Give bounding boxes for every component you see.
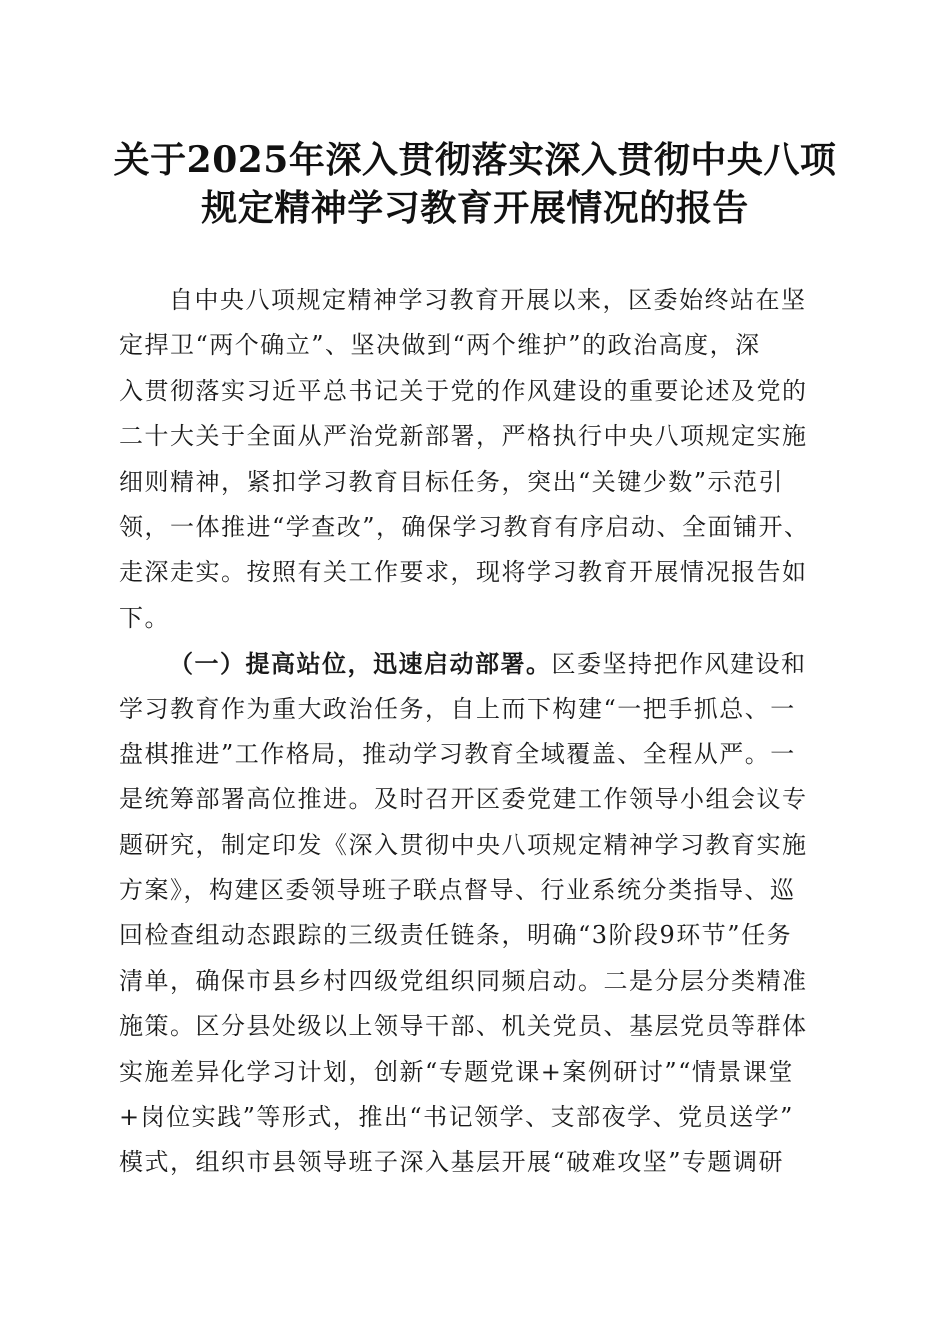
text-line: 是统筹部署高位推进。及时召开区委党建工作领导小组会议专 [119,785,808,814]
section-1-first-line [119,641,831,686]
text-line: 清单，确保市县乡村四级党组织同频启动。二是分层分类精准 [119,966,808,995]
section-1-first-line-text: 区委坚持把作风建设和 [551,650,807,679]
text-line: 定捍卫“两个确立”、坚决做到“两个维护”的政治高度，深 [119,331,761,360]
document-title [100,136,850,232]
document-body [119,278,831,1186]
text-line: +岗位实践”等形式，推出“书记领学、支部夜学、党员送学” [119,1103,794,1132]
text-line: 题研究，制定印发《深入贯彻中央八项规定精神学习教育实施 [119,830,808,859]
text-line: 走深走实。按照有关工作要求，现将学习教育开展情况报告如 [119,558,808,587]
text-line: 实施差异化学习计划，创新“专题党课+案例研讨”“情景课堂 [119,1057,794,1086]
title-line-1: 关于2025年深入贯彻落实深入贯彻中央八项 [113,139,837,181]
text-line: 方案》，构建区委领导班子联点督导、行业系统分类指导、巡 [119,876,796,905]
text-line: 学习教育作为重大政治任务，自上而下构建“一把手抓总、一 [119,694,796,723]
title-line-2: 规定精神学习教育开展情况的报告 [201,187,749,229]
section-1-paragraph [119,641,831,1186]
text-line: 回检查组动态跟踪的三级责任链条，明确“3阶段9环节”任务 [119,921,793,950]
text-line: 模式，组织市县领导班子深入基层开展“破难攻坚”专题调研 [119,1148,785,1177]
text-line: 二十大关于全面从严治党新部署，严格执行中央八项规定实施 [119,422,808,451]
text-line: 入贯彻落实习近平总书记关于党的作风建设的重要论述及党的 [119,376,808,405]
text-line: 自中央八项规定精神学习教育开展以来，区委始终站在坚 [169,286,807,314]
text-line: 细则精神，紧扣学习教育目标任务，突出“关键少数”示范引 [119,467,785,496]
text-line: 下。 [119,603,170,632]
text-line: 施策。区分县处级以上领导干部、机关党员、基层党员等群体 [119,1012,808,1041]
section-1-heading: （一）提高站位，迅速启动部署。 [169,649,552,679]
text-line: 领，一体推进“学查改”，确保学习教育有序启动、全面铺开、 [119,512,810,541]
paragraph-intro [119,278,831,641]
text-line: 盘棋推进”工作格局，推动学习教育全域覆盖、全程从严。一 [119,739,796,768]
